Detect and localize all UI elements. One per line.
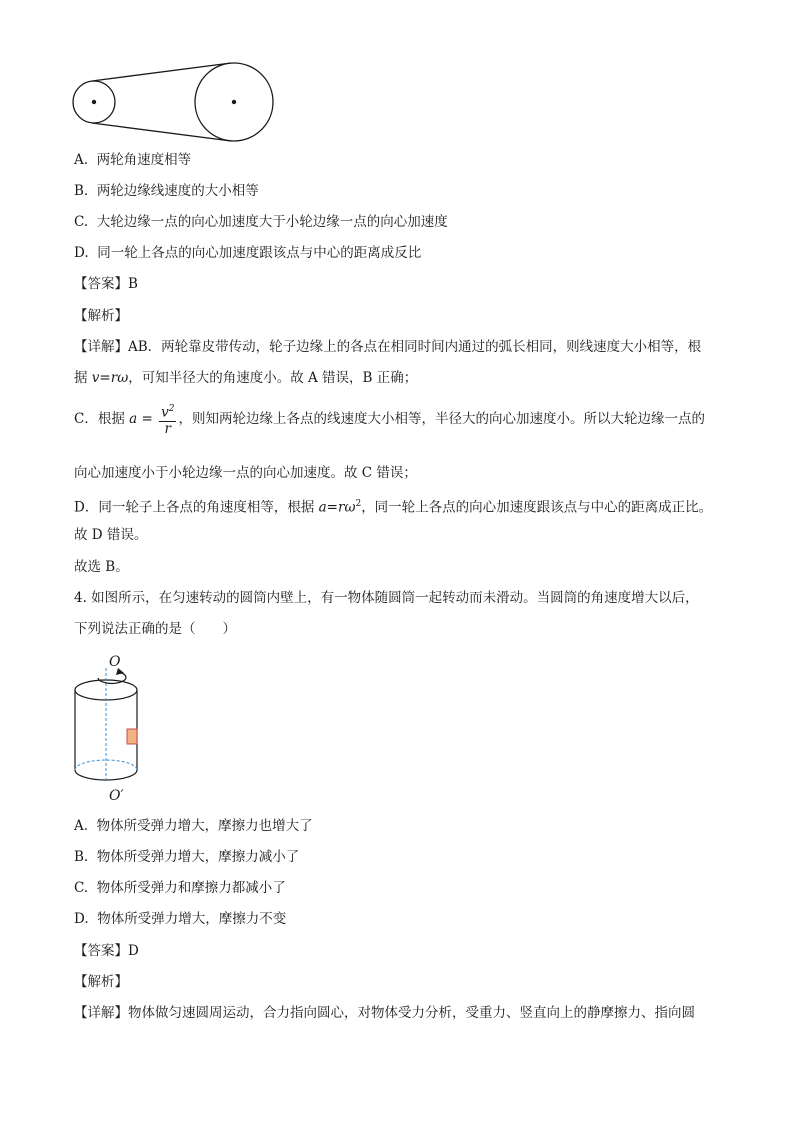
q4-option-d: D. 物体所受弹力增大，摩擦力不变	[74, 911, 287, 927]
centripetal-formula-fraction: $\frac{v^2}{r}$	[161, 404, 175, 437]
q3-detail-line4: 向心加速度小于小轮边缘一点的向心加速度。故 C 错误；	[74, 465, 417, 481]
q3-detail-line2: 据 v=rω，可知半径大的角速度小。故 A 错误，B 正确；	[74, 370, 418, 386]
axis-label-bottom: O′	[109, 788, 124, 804]
q4-stem-line2: 下列说法正确的是（ ）	[74, 621, 236, 637]
q3-analysis-label: 【解析】	[74, 308, 128, 324]
q4-detail-line1: 【详解】物体做匀速圆周运动，合力指向圆心，对物体受力分析，受重力、竖直向上的静摩擦力、指向圆	[74, 1005, 695, 1021]
q4-stem-line1: 4. 如图所示，在匀速转动的圆筒内壁上，有一物体随圆筒一起转动而未滑动。当圆筒的角速度增大以后，	[74, 590, 699, 606]
axis-label-top: O	[109, 654, 121, 670]
q3-answer: 【答案】B	[74, 276, 138, 292]
belt-pulley-figure	[68, 60, 288, 150]
q3-detail-line3: C．根据 a = $\frac{v^2}{r}$ ，则知两轮边缘上各点的线速度大小相等，半径大的向心加速度小。所以大轮边缘一点的	[74, 404, 705, 437]
belt-bottom	[92, 123, 231, 141]
q3-detail-line5: D．同一轮子上各点的角速度相等，根据 $a=r\omega^2$，同一轮上各点的向心加速度跟该点与中心的距离成正比。	[74, 499, 713, 516]
q3-option-c: C. 大轮边缘一点的向心加速度大于小轮边缘一点的向心加速度	[74, 214, 448, 230]
large-wheel-center	[232, 100, 236, 104]
q4-option-c: C. 物体所受弹力和摩擦力都减小了	[74, 880, 286, 896]
q3-conclusion: 故选 B。	[74, 559, 129, 575]
object-block	[127, 729, 137, 744]
q3-option-a: A. 两轮角速度相等	[74, 152, 192, 168]
q3-detail-line6: 故 D 错误。	[74, 527, 148, 543]
rotating-cylinder-figure	[68, 648, 178, 808]
q4-answer: 【答案】D	[74, 943, 139, 959]
q4-option-a: A. 物体所受弹力增大，摩擦力也增大了	[74, 818, 313, 834]
q3-option-b: B. 两轮边缘线速度的大小相等	[74, 183, 259, 199]
q4-option-b: B. 物体所受弹力增大，摩擦力减小了	[74, 849, 300, 865]
q3-option-d: D. 同一轮上各点的向心加速度跟该点与中心的距离成反比	[74, 245, 422, 261]
q3-detail-line1: 【详解】AB．两轮靠皮带传动，轮子边缘上的各点在相同时间内通过的弧长相同，则线速度大小相等，根	[74, 339, 702, 355]
small-wheel-center	[92, 100, 96, 104]
rotation-arrow-icon	[98, 672, 126, 683]
belt-top	[92, 63, 231, 81]
q4-analysis-label: 【解析】	[74, 974, 128, 990]
